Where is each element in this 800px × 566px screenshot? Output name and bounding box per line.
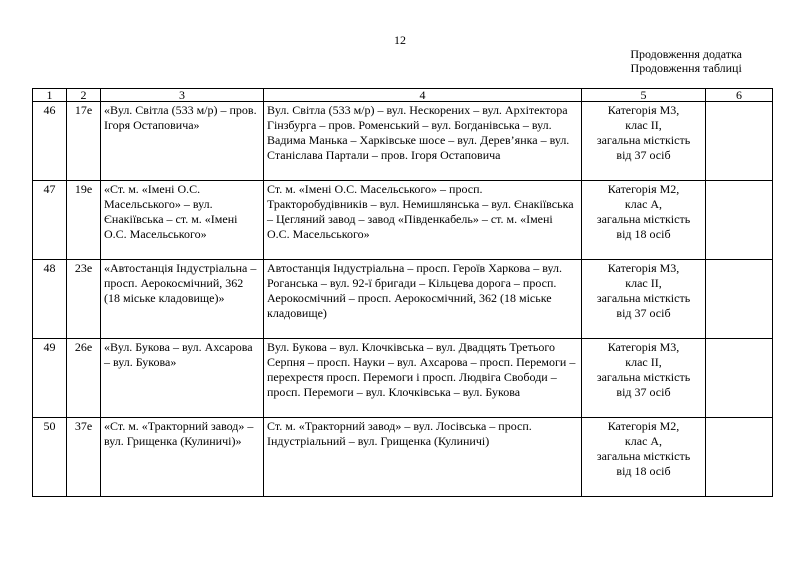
route-number: 19е — [67, 181, 101, 260]
category-line: від 18 осіб — [616, 227, 671, 241]
row-number: 50 — [33, 418, 67, 497]
column-header: 5 — [582, 89, 706, 102]
column-header: 1 — [33, 89, 67, 102]
extra-cell — [706, 181, 773, 260]
extra-cell — [706, 260, 773, 339]
route-path: Автостанція Індустріальна – просп. Героїв Харкова – вул. Роганська – вул. 92-ї бригади – Кільцева дорога – просп. Аерокосмічний – просп. Аерокосмічний, 362 (18 міське кладовище) — [264, 260, 582, 339]
extra-cell — [706, 102, 773, 181]
column-header: 3 — [101, 89, 264, 102]
route-number: 23е — [67, 260, 101, 339]
table-row — [33, 181, 773, 260]
vehicle-category — [582, 339, 706, 418]
table-row — [33, 418, 773, 497]
route-path: Вул. Букова – вул. Клочківська – вул. Двадцять Третього Серпня – просп. Науки – вул. Ахсарова – просп. Перемоги – перехрестя просп. Перемоги і просп. Людвіга Свободи – просп. Перемоги – вул. Клочківська – вул. Букова — [264, 339, 582, 418]
column-header: 2 — [67, 89, 101, 102]
category-line: від 37 осіб — [616, 385, 671, 399]
route-number: 37е — [67, 418, 101, 497]
column-header: 4 — [264, 89, 582, 102]
category-line: клас А, — [624, 434, 663, 448]
route-name: «Ст. м. «Імені О.С. Масельського» – вул. Єнакіївська – ст. м. «Імені О.С. Масельського» — [101, 181, 264, 260]
vehicle-category — [582, 102, 706, 181]
category-line: клас ІІ, — [625, 276, 662, 290]
table-row — [33, 102, 773, 181]
category-line: клас А, — [624, 197, 663, 211]
category-line: від 18 осіб — [616, 464, 671, 478]
category-line: загальна місткість — [596, 133, 691, 147]
row-number: 48 — [33, 260, 67, 339]
route-name: «Вул. Світла (533 м/р) – пров. Ігоря Остаповича» — [101, 102, 264, 181]
category-line: Категорія М3, — [607, 103, 680, 117]
category-line: загальна місткість — [596, 370, 691, 384]
continuation-table: Продовження таблиці — [630, 61, 742, 75]
category-line: Категорія М2, — [607, 182, 680, 196]
route-name: «Автостанція Індустріальна – просп. Аерокосмічний, 362 (18 міське кладовище)» — [101, 260, 264, 339]
category-line: загальна місткість — [596, 212, 691, 226]
category-line: клас ІІ, — [625, 355, 662, 369]
route-number: 26е — [67, 339, 101, 418]
continuation-header — [630, 47, 742, 75]
extra-cell — [706, 339, 773, 418]
vehicle-category — [582, 181, 706, 260]
page-number: 12 — [394, 33, 406, 47]
table-row — [33, 260, 773, 339]
extra-cell — [706, 418, 773, 497]
continuation-appendix: Продовження додатка — [630, 47, 742, 61]
route-number: 17е — [67, 102, 101, 181]
category-line: від 37 осіб — [616, 148, 671, 162]
category-line: від 37 осіб — [616, 306, 671, 320]
route-path: Вул. Світла (533 м/р) – вул. Нескорених – вул. Архітектора Гінзбурга – пров. Роменський – вул. Богданівська – вул. Вадима Манька – Харківське шосе – вул. Дерев’янка – вул. Станіслава Партали – пров. Ігоря Остаповича — [264, 102, 582, 181]
category-line: Категорія М3, — [607, 261, 680, 275]
route-path: Ст. м. «Тракторний завод» – вул. Лосівська – просп. Індустріальний – вул. Грищенка (Кулиничі) — [264, 418, 582, 497]
row-number: 49 — [33, 339, 67, 418]
column-header: 6 — [706, 89, 773, 102]
route-name: «Вул. Букова – вул. Ахсарова – вул. Букова» — [101, 339, 264, 418]
table-row — [33, 339, 773, 418]
category-line: клас ІІ, — [625, 118, 662, 132]
row-number: 46 — [33, 102, 67, 181]
category-line: Категорія М3, — [607, 340, 680, 354]
route-name: «Ст. м. «Тракторний завод» – вул. Грищенка (Кулиничі)» — [101, 418, 264, 497]
vehicle-category — [582, 260, 706, 339]
category-line: загальна місткість — [596, 291, 691, 305]
table-header-row — [33, 89, 773, 102]
vehicle-category — [582, 418, 706, 497]
row-number: 47 — [33, 181, 67, 260]
routes-table — [32, 88, 773, 497]
route-path: Ст. м. «Імені О.С. Масельського» – просп. Тракторобудівників – вул. Немишлянська – вул. Єнакіївська – Цегляний завод – завод «Південкабель» – ст. м. «Імені О.С. Масельського» — [264, 181, 582, 260]
category-line: Категорія М2, — [607, 419, 680, 433]
category-line: загальна місткість — [596, 449, 691, 463]
